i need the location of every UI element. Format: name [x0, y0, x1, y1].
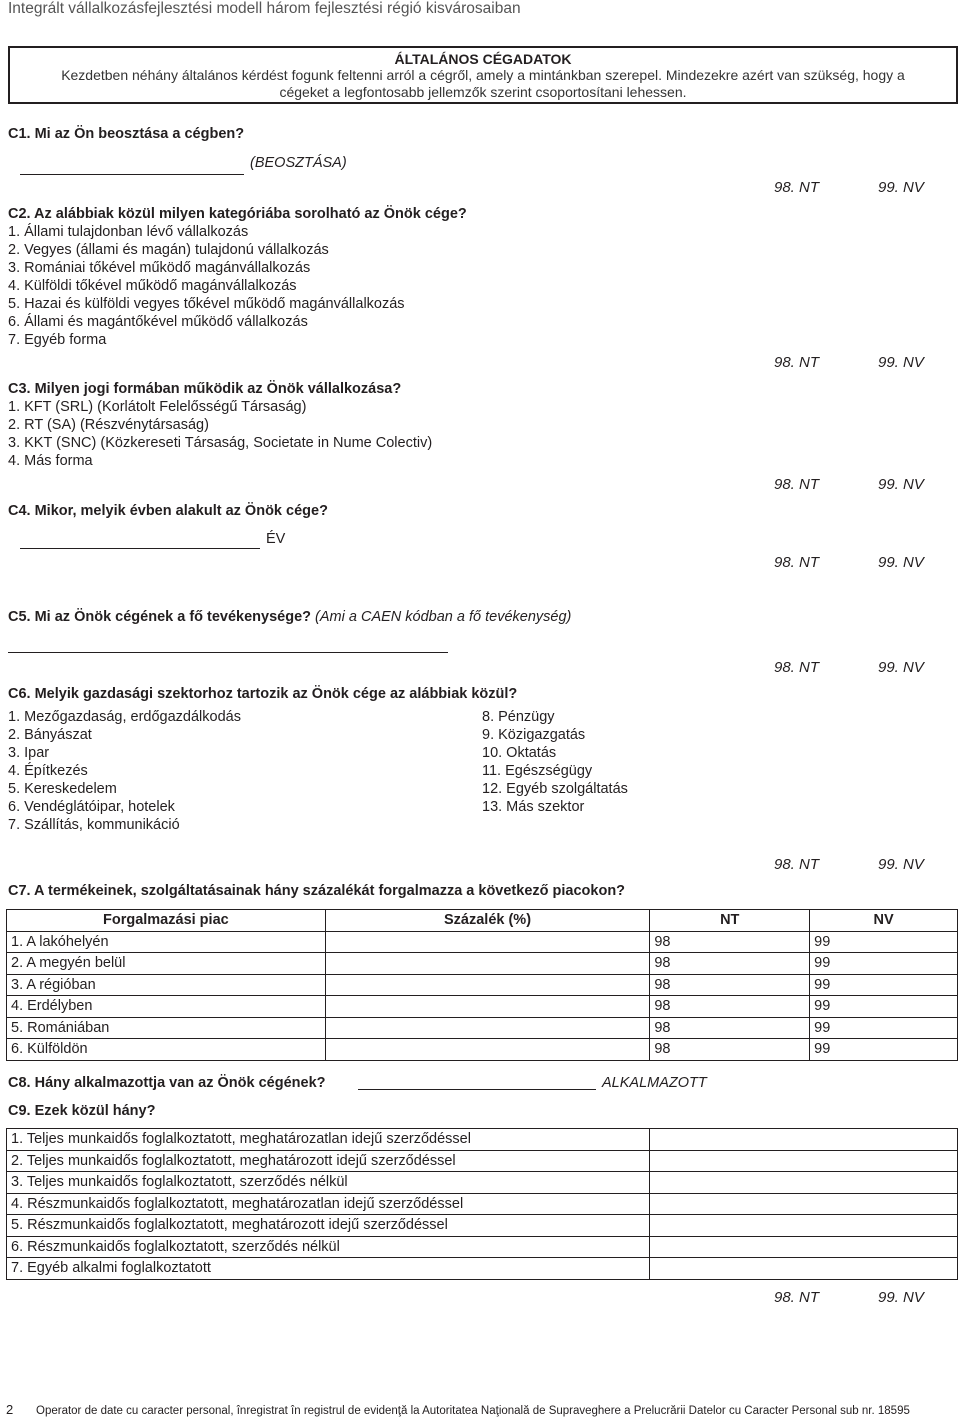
c4-field-label: ÉV [266, 531, 286, 547]
c7-nt-cell[interactable]: 98 [650, 1039, 810, 1061]
c2-option[interactable]: 3. Romániai tőkével működő magánvállalkozás [8, 260, 311, 276]
c7-percent-input[interactable] [325, 1017, 650, 1039]
c3-option[interactable]: 3. KKT (SNC) (Közkereseti Társaság, Societate in Nume Colectiv) [8, 435, 433, 451]
c9-category-cell: 2. Teljes munkaidős foglalkoztatott, meghatározott idejű szerződéssel [7, 1150, 650, 1172]
table-row [7, 1129, 958, 1151]
c6-nv-code[interactable]: 99. NV [878, 856, 924, 873]
c9-count-input[interactable] [650, 1129, 958, 1151]
c9-count-input[interactable] [650, 1215, 958, 1237]
c5-question-row [8, 609, 571, 625]
c2-option[interactable]: 4. Külföldi tőkével működő magánvállalkozás [8, 278, 297, 294]
c4-question: C4. Mikor, melyik évben alakult az Önök cége? [8, 503, 328, 519]
c7-nt-cell[interactable]: 98 [650, 953, 810, 975]
c9-category-cell: 6. Részmunkaidős foglalkoztatott, szerződés nélkül [7, 1236, 650, 1258]
c2-question: C2. Az alábbiak közül milyen kategóriába sorolható az Önök cége? [8, 206, 467, 222]
c7-col-nv: NV [810, 910, 958, 932]
c2-nt-code[interactable]: 98. NT [774, 354, 820, 371]
c8-field-label: ALKALMAZOTT [602, 1075, 707, 1091]
c7-percent-input[interactable] [325, 931, 650, 953]
c3-nt-code[interactable]: 98. NT [774, 476, 820, 493]
table-row [7, 974, 958, 996]
table-row [7, 1172, 958, 1194]
c9-category-cell: 7. Egyéb alkalmi foglalkoztatott [7, 1258, 650, 1280]
table-row [7, 953, 958, 975]
c1-answer-line[interactable] [20, 174, 244, 175]
c7-nv-cell[interactable]: 99 [810, 974, 958, 996]
c6-option[interactable]: 9. Közigazgatás [482, 727, 586, 743]
c2-nv-code[interactable]: 99. NV [878, 354, 924, 371]
c6-option[interactable]: 1. Mezőgazdaság, erdőgazdálkodás [8, 709, 241, 725]
c7-nt-cell[interactable]: 98 [650, 996, 810, 1018]
c6-option[interactable]: 12. Egyéb szolgáltatás [482, 781, 628, 797]
c3-option[interactable]: 1. KFT (SRL) (Korlátolt Felelősségű Társaság) [8, 399, 307, 415]
c9-nt-code[interactable]: 98. NT [774, 1289, 820, 1306]
c5-nv-code[interactable]: 99. NV [878, 659, 924, 676]
c7-table [6, 909, 958, 1061]
c9-question: C9. Ezek közül hány? [8, 1103, 156, 1119]
c7-percent-input[interactable] [325, 974, 650, 996]
c9-category-cell: 1. Teljes munkaidős foglalkoztatott, meghatározatlan idejű szerződéssel [7, 1129, 650, 1151]
c6-option[interactable]: 6. Vendéglátóipar, hotelek [8, 799, 175, 815]
c2-option[interactable]: 6. Állami és magántőkével működő vállalkozás [8, 314, 308, 330]
c7-percent-input[interactable] [325, 996, 650, 1018]
c9-table [6, 1128, 958, 1280]
c7-nv-cell[interactable]: 99 [810, 953, 958, 975]
table-row [7, 931, 958, 953]
c7-market-cell: 6. Külföldön [7, 1039, 326, 1061]
c3-option[interactable]: 2. RT (SA) (Részvénytársaság) [8, 417, 209, 433]
c8-question: C8. Hány alkalmazottja van az Önök cégének? [8, 1075, 326, 1091]
c2-option[interactable]: 5. Hazai és külföldi vegyes tőkével működő magánvállalkozás [8, 296, 405, 312]
intro-line-2: cégeket a legfontosabb jellemzők szerint csoportosítani lehessen. [279, 84, 687, 100]
section-title: ÁLTALÁNOS CÉGADATOK [394, 51, 572, 67]
c1-question: C1. Mi az Ön beosztása a cégben? [8, 126, 245, 142]
table-row [7, 1150, 958, 1172]
c2-option[interactable]: 1. Állami tulajdonban lévő vállalkozás [8, 224, 249, 240]
c2-option[interactable]: 7. Egyéb forma [8, 332, 107, 348]
footer-text: Operator de date cu caracter personal, înregistrat în registrul de evidenţă la Autoritatea Naţională de Supraveghere a Prelucrării Datelor cu Caracter Personal sub nr. 18595 [36, 1405, 910, 1417]
c9-count-input[interactable] [650, 1172, 958, 1194]
c1-nv-code[interactable]: 99. NV [878, 179, 924, 196]
page-number: 2 [6, 1402, 14, 1417]
c7-question: C7. A termékeinek, szolgáltatásainak hány százalékát forgalmazza a következő piacokon? [8, 883, 626, 899]
c2-option[interactable]: 2. Vegyes (állami és magán) tulajdonú vállalkozás [8, 242, 329, 258]
c6-option[interactable]: 5. Kereskedelem [8, 781, 117, 797]
c4-answer-line[interactable] [20, 548, 260, 549]
c6-option[interactable]: 2. Bányászat [8, 727, 92, 743]
c7-percent-input[interactable] [325, 953, 650, 975]
c7-nt-cell[interactable]: 98 [650, 974, 810, 996]
c6-option[interactable]: 11. Egészségügy [482, 763, 593, 779]
page-header: Integrált vállalkozásfejlesztési modell három fejlesztési régió kisvárosaiban [8, 0, 521, 17]
c7-header-row [7, 910, 958, 932]
c3-nv-code[interactable]: 99. NV [878, 476, 924, 493]
c3-question: C3. Milyen jogi formában működik az Önök vállalkozása? [8, 381, 402, 397]
c7-nv-cell[interactable]: 99 [810, 1017, 958, 1039]
c6-option[interactable]: 8. Pénzügy [482, 709, 555, 725]
c9-count-input[interactable] [650, 1236, 958, 1258]
c5-nt-code[interactable]: 98. NT [774, 659, 820, 676]
c7-market-cell: 2. A megyén belül [7, 953, 326, 975]
c1-nt-code[interactable]: 98. NT [774, 179, 820, 196]
c7-nt-cell[interactable]: 98 [650, 931, 810, 953]
intro-line-1: Kezdetben néhány általános kérdést fogunk feltenni arról a cégről, amely a mintánkban szerepel. Mindezekre azért van szükség, hogy a [61, 67, 905, 83]
c4-nv-code[interactable]: 99. NV [878, 554, 924, 571]
c9-category-cell: 4. Részmunkaidős foglalkoztatott, meghatározatlan idejű szerződéssel [7, 1193, 650, 1215]
c7-nv-cell[interactable]: 99 [810, 931, 958, 953]
c6-option[interactable]: 3. Ipar [8, 745, 50, 761]
c8-answer-line[interactable] [358, 1089, 596, 1090]
c7-col-nt: NT [650, 910, 810, 932]
table-row [7, 1236, 958, 1258]
c7-col-percent: Százalék (%) [325, 910, 650, 932]
c6-option[interactable]: 7. Szállítás, kommunikáció [8, 817, 180, 833]
c7-market-cell: 1. A lakóhelyén [7, 931, 326, 953]
c6-option[interactable]: 10. Oktatás [482, 745, 557, 761]
c9-count-input[interactable] [650, 1150, 958, 1172]
c7-market-cell: 4. Erdélyben [7, 996, 326, 1018]
c7-market-cell: 3. A régióban [7, 974, 326, 996]
c9-count-input[interactable] [650, 1193, 958, 1215]
c7-market-cell: 5. Romániában [7, 1017, 326, 1039]
c6-question: C6. Melyik gazdasági szektorhoz tartozik az Önök cége az alábbiak közül? [8, 686, 518, 702]
c9-nv-code[interactable]: 99. NV [878, 1289, 924, 1306]
c5-answer-line[interactable] [8, 652, 448, 653]
c9-category-cell: 5. Részmunkaidős foglalkoztatott, meghatározott idejű szerződéssel [7, 1215, 650, 1237]
c5-note: (Ami a CAEN kódban a fő tevékenység) [315, 609, 572, 625]
c7-col-market: Forgalmazási piac [7, 910, 326, 932]
table-row [7, 1258, 958, 1280]
c9-count-input[interactable] [650, 1258, 958, 1280]
table-row [7, 1215, 958, 1237]
table-row [7, 996, 958, 1018]
table-row [7, 1017, 958, 1039]
intro-box [8, 46, 958, 104]
c7-nv-cell[interactable]: 99 [810, 996, 958, 1018]
c3-option[interactable]: 4. Más forma [8, 453, 93, 469]
table-row [7, 1039, 958, 1061]
c7-nt-cell[interactable]: 98 [650, 1017, 810, 1039]
table-row [7, 1193, 958, 1215]
c6-nt-code[interactable]: 98. NT [774, 856, 820, 873]
c7-nv-cell[interactable]: 99 [810, 1039, 958, 1061]
c1-field-label: (BEOSZTÁSA) [250, 155, 347, 171]
c5-question: C5. Mi az Önök cégének a fő tevékenysége? [8, 609, 312, 625]
c6-option[interactable]: 13. Más szektor [482, 799, 585, 815]
c7-percent-input[interactable] [325, 1039, 650, 1061]
c9-category-cell: 3. Teljes munkaidős foglalkoztatott, szerződés nélkül [7, 1172, 650, 1194]
c4-nt-code[interactable]: 98. NT [774, 554, 820, 571]
c6-option[interactable]: 4. Építkezés [8, 763, 88, 779]
